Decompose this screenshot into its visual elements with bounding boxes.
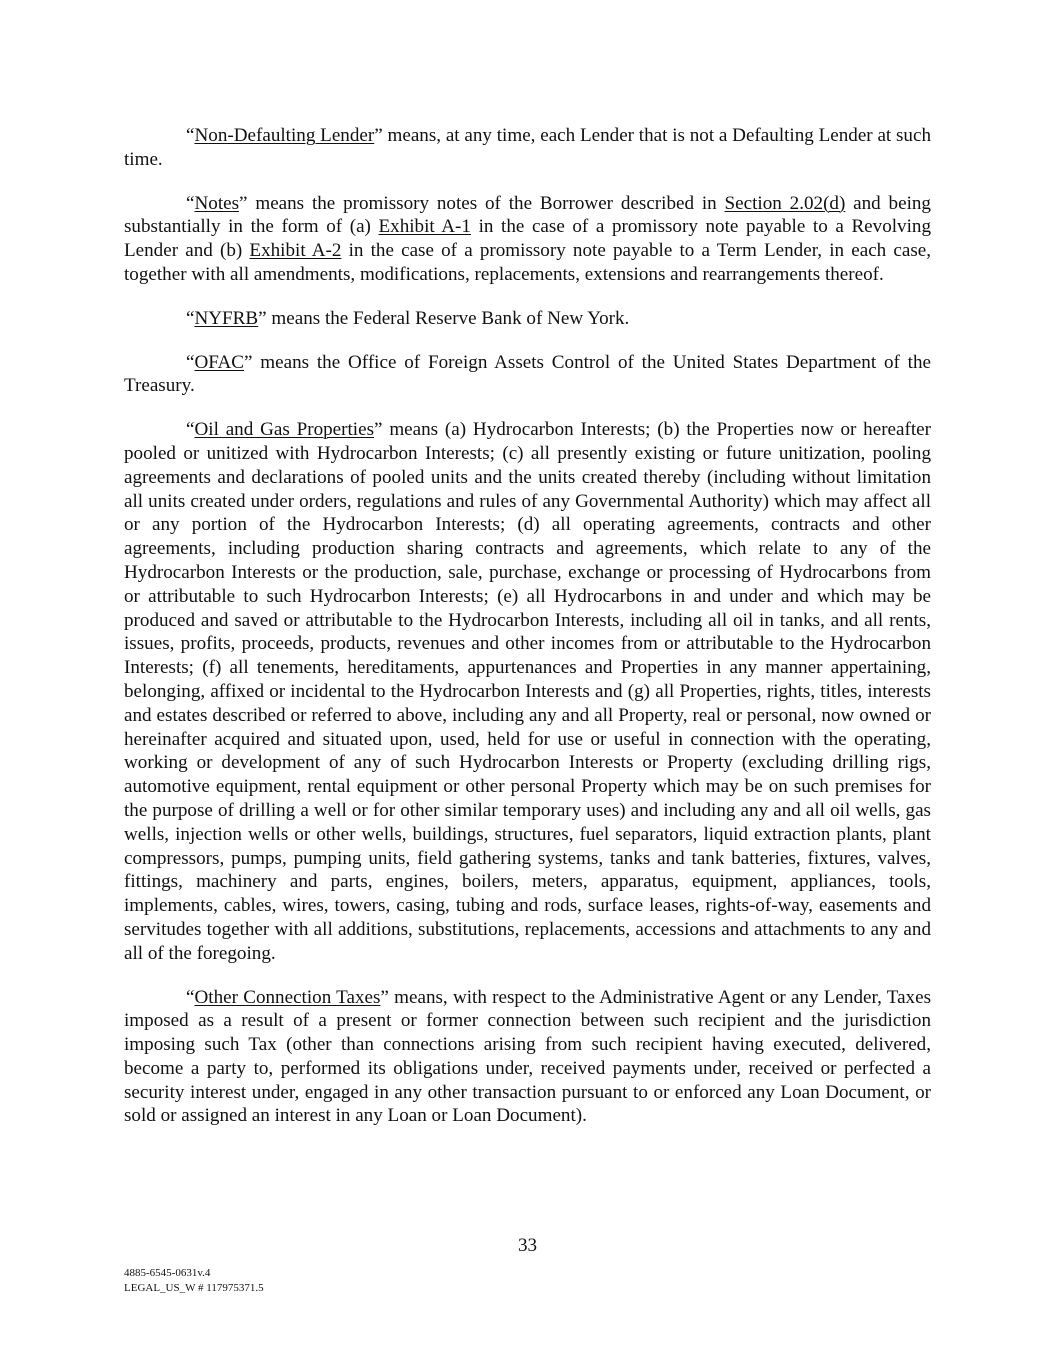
open-quote: “ — [186, 351, 195, 373]
definition-text: and being substantially in the form of (a) — [124, 192, 931, 238]
section-reference: Section 2.02(d) — [724, 192, 846, 214]
open-quote: “ — [186, 125, 195, 146]
footer-doc-id: 4885-6545-0631v.4 — [124, 1267, 211, 1279]
definition-text: ” means the Office of Foreign Assets Control of the United States Department of the Treasury. — [124, 351, 931, 397]
definition-other-connection-taxes — [124, 986, 931, 1129]
document-body — [124, 124, 931, 1148]
document-footer — [124, 1266, 264, 1296]
definition-text: in the case of a promissory note payable to a Revolving Lender and (b) — [124, 216, 931, 262]
defined-term: OFAC — [194, 351, 244, 373]
exhibit-reference: Exhibit A-1 — [378, 216, 471, 238]
defined-term: Oil and Gas Properties — [194, 419, 375, 441]
defined-term: NYFRB — [194, 307, 259, 329]
open-quote: “ — [186, 307, 195, 329]
open-quote: “ — [186, 986, 195, 1008]
definition-oil-and-gas-properties — [124, 418, 931, 965]
open-quote: “ — [186, 419, 195, 441]
defined-term: Other Connection Taxes — [194, 986, 381, 1008]
definition-text: ” means the promissory notes of the Borrower described in — [239, 192, 725, 214]
definition-text: ” means, with respect to the Administrative Agent or any Lender, Taxes imposed as a result of a present or former connection between such recipient and the jurisdiction imposing such Tax (other than connections arising from such recipient having executed, delivered, become a party to, performed its obligations under, received payments under, received or perfected a security interest under, engaged in any other transaction pursuant to or enforced any Loan Document, or sold or assigned an interest in any Loan or Loan Document). — [124, 986, 932, 1127]
definition-text: in the case of a promissory note payable to a Term Lender, in each case, together with all amendments, modifications, replacements, extensions and rearrangements thereof. — [124, 240, 932, 285]
definition-ofac — [124, 351, 931, 399]
defined-term: Notes — [194, 192, 240, 214]
definition-non-defaulting-lender — [124, 124, 931, 172]
exhibit-reference: Exhibit A-2 — [249, 240, 342, 262]
footer-legal-id: LEGAL_US_W # 117975371.5 — [124, 1282, 264, 1294]
definition-notes — [124, 192, 931, 287]
page-number: 33 — [517, 1235, 538, 1256]
definition-nyfrb — [124, 307, 931, 331]
definition-text: ” means (a) Hydrocarbon Interests; (b) the Properties now or hereafter pooled or unitized with Hydrocarbon Interests; (c) all presently existing or future unitization, pooling agreements and declarations of pooled units and the units created thereby (including without limitation all units created under orders, regulations and rules of any Governmental Authority) which may affect all or any portion of the Hydrocarbon Interests; (d) all operating agreements, contracts and other agreements, including production sharing contracts and agreements, which relate to any of the Hydrocarbon Interests or the production, sale, purchase, exchange or processing of Hydrocarbons from or attributable to such Hydrocarbon Interests; (e) all Hydrocarbons in and under and which may be produced and saved or attributable to the Hydrocarbon Interests, including all oil in tanks, and all rents, issues, profits, proceeds, products, revenues and other incomes from or attributable to the Hydrocarbon Interests; (f) all tenements, hereditaments, appurtenances and Properties in any manner appertaining, belonging, affixed or incidental to the Hydrocarbon Interests and (g) all Properties, rights, titles, interests and estates described or referred to above, including any and all Property, real or personal, now owned or hereinafter acquired and situated upon, used, held for use or useful in connection with the operating, working or development of any of such Hydrocarbon Interests or Property (excluding drilling rigs, automotive equipment, rental equipment or other personal Property which may be on such premises for the purpose of drilling a well or for other similar temporary uses) and including any and all oil wells, gas wells, injection wells or other wells, buildings, structures, fuel separators, liquid extraction plants, plant compressors, pumps, pumping units, field gathering systems, tanks and tank batteries, fixtures, valves, fittings, machinery and parts, engines, boilers, meters, apparatus, equipment, appliances, tools, implements, cables, wires, towers, casing, tubing and rods, surface leases, rights-of-way, easements and servitudes together with all additions, substitutions, replacements, accessions and attachments to any and all of the foregoing. — [124, 419, 932, 964]
definition-text: ” means, at any time, each Lender that is not a Defaulting Lender at such time. — [124, 125, 932, 170]
definition-text: ” means the Federal Reserve Bank of New York. — [258, 307, 630, 329]
defined-term: Non-Defaulting Lender — [194, 125, 375, 146]
open-quote: “ — [186, 192, 195, 214]
